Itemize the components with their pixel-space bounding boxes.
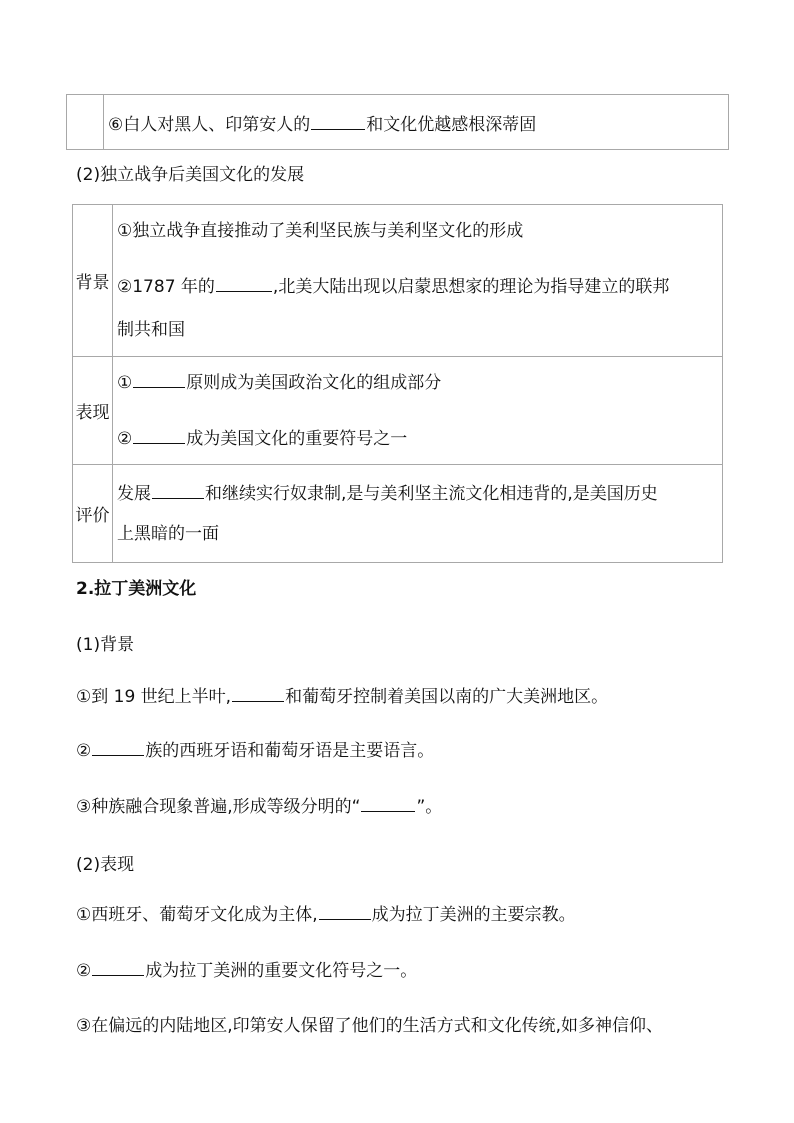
paragraph-text: 成为拉丁美洲的主要宗教。 [371, 905, 576, 925]
row-label: 背景 [73, 205, 113, 357]
cell-text: 成为美国文化的重要符号之一 [186, 429, 408, 449]
paragraph-text: ①西班牙、葡萄牙文化成为主体, [76, 905, 318, 925]
table-cell [113, 357, 723, 465]
paragraph-text: ③种族融合现象普遍,形成等级分明的“ [76, 797, 361, 817]
table-row [73, 357, 723, 465]
cell-text: ②1787 年的 [117, 277, 215, 297]
paragraph [76, 738, 434, 763]
paragraph [76, 958, 417, 983]
paragraph [76, 794, 442, 819]
cell-line: ①独立战争直接推动了美利坚民族与美利坚文化的形成 [117, 221, 524, 241]
fill-blank[interactable] [232, 684, 284, 702]
fill-blank[interactable] [152, 481, 204, 499]
paragraph-text: 族的西班牙语和葡萄牙语是主要语言。 [145, 741, 435, 761]
table-row [73, 465, 723, 563]
fill-blank[interactable] [133, 426, 185, 444]
culture-development-table [72, 204, 723, 563]
cell-line [117, 426, 722, 451]
cell-text: 和继续实行奴隶制,是与美利坚主流文化相违背的,是美国历史 [205, 484, 658, 504]
row-label: 表现 [73, 357, 113, 465]
table-cell [113, 465, 723, 563]
subheading: (2)表现 [76, 855, 135, 875]
paragraph-text: ”。 [416, 797, 443, 817]
table-fragment-top [66, 94, 729, 150]
paragraph-text: 和葡萄牙控制着美国以南的广大美洲地区。 [285, 687, 609, 707]
paragraph-text: ② [76, 741, 92, 761]
fill-blank[interactable] [319, 902, 371, 920]
table-row [67, 95, 729, 150]
cell-text: ① [117, 373, 133, 393]
table-cell [113, 205, 723, 357]
cell-line: 上黑暗的一面 [117, 524, 219, 544]
paragraph-text: 成为拉丁美洲的重要文化符号之一。 [145, 961, 418, 981]
cell-line [117, 370, 722, 395]
paragraph-text: ①到 19 世纪上半叶, [76, 687, 232, 707]
fill-blank[interactable] [216, 274, 272, 292]
cell-line [117, 274, 722, 299]
table-cell [104, 95, 729, 150]
table-row [73, 205, 723, 357]
cell-text: 原则成为美国政治文化的组成部分 [186, 373, 442, 393]
paragraph [76, 684, 608, 709]
cell-text: 和文化优越感根深蒂固 [366, 114, 537, 135]
subheading: (1)背景 [76, 635, 135, 655]
fill-blank[interactable] [361, 794, 415, 812]
cell-line [117, 481, 722, 506]
subheading: (2)独立战争后美国文化的发展 [76, 165, 305, 185]
paragraph: ③在偏远的内陆地区,印第安人保留了他们的生活方式和文化传统,如多神信仰、 [76, 1016, 664, 1036]
row-label: 评价 [73, 465, 113, 563]
paragraph [76, 902, 576, 927]
cell-text: 发展 [117, 484, 151, 504]
section-heading: 2.拉丁美洲文化 [76, 579, 197, 599]
cell-text: ,北美大陆出现以启蒙思想家的理论为指导建立的联邦 [272, 277, 670, 297]
empty-label-cell [67, 95, 104, 150]
fill-blank[interactable] [133, 370, 185, 388]
fill-blank[interactable] [92, 738, 144, 756]
cell-line: 制共和国 [117, 320, 185, 340]
cell-text: ② [117, 429, 133, 449]
paragraph-text: ② [76, 961, 92, 981]
fill-blank[interactable] [311, 112, 365, 130]
fill-blank[interactable] [92, 958, 144, 976]
cell-text: ⑥白人对黑人、印第安人的 [108, 114, 311, 135]
